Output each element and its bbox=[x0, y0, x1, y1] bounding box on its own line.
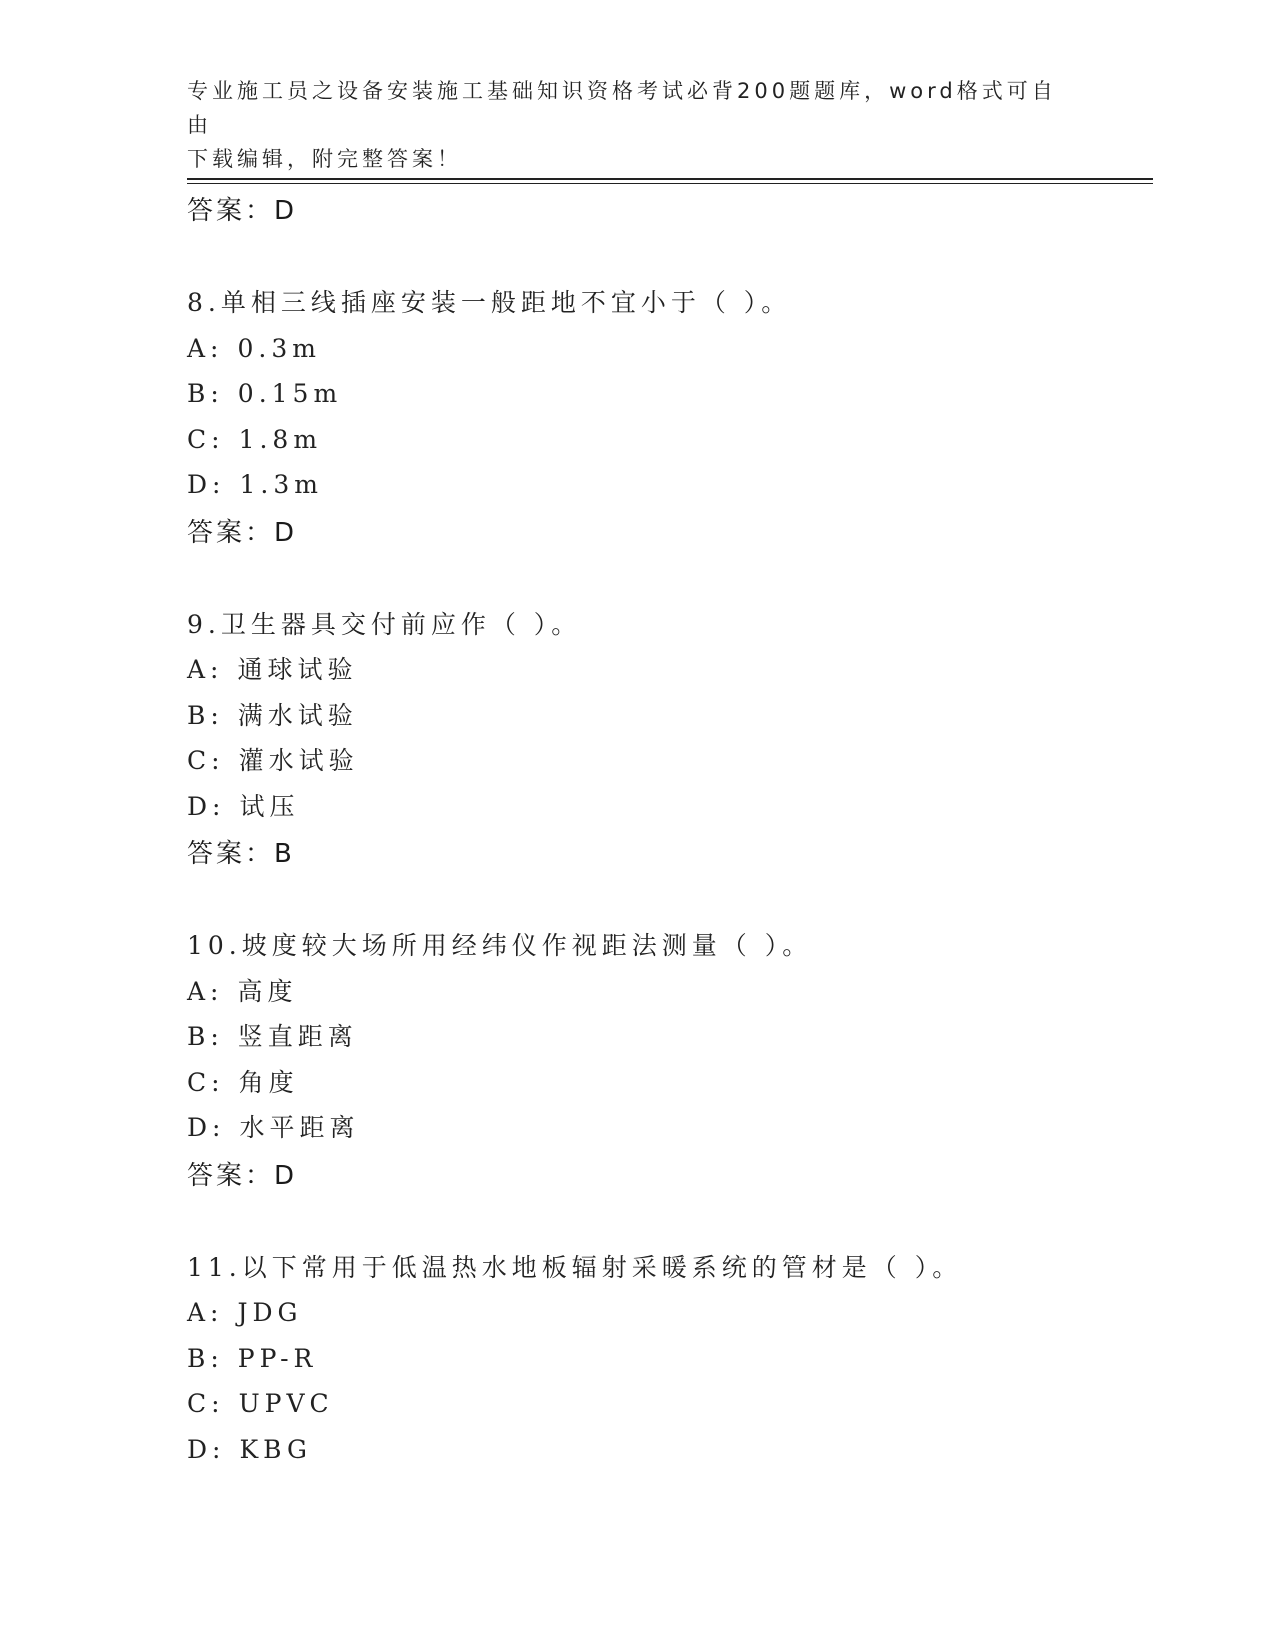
spacer bbox=[187, 1201, 1147, 1245]
option-text: 0.15m bbox=[237, 379, 343, 408]
option-letter: B: bbox=[187, 379, 224, 408]
answer-line: 答案：D bbox=[187, 196, 298, 226]
question-text: 11.以下常用于低温热水地板辐射采暖系统的管材是（ ）。 bbox=[187, 1252, 963, 1282]
option-letter: A: bbox=[187, 333, 224, 363]
answer-line: 答案：B bbox=[187, 839, 295, 869]
option-text: JDG bbox=[237, 1298, 303, 1327]
option-a bbox=[187, 969, 1147, 1015]
option-letter: D: bbox=[187, 1434, 226, 1464]
option-d bbox=[187, 784, 1147, 830]
option-text: 1.3m bbox=[239, 470, 323, 499]
option-letter: B: bbox=[187, 1022, 224, 1051]
option-d bbox=[187, 1427, 1147, 1473]
question-block bbox=[187, 602, 1147, 880]
question-text: 10.坡度较大场所用经纬仪作视距法测量（ ）。 bbox=[187, 931, 813, 960]
header-line-1: 专业施工员之设备安装施工基础知识资格考试必背200题题库，word格式可自由 bbox=[187, 79, 1057, 137]
option-text: UPVC bbox=[238, 1389, 334, 1418]
option-a bbox=[187, 326, 1147, 372]
option-a bbox=[187, 1290, 1147, 1336]
option-text: 0.3m bbox=[237, 333, 321, 363]
answer-line: 答案：D bbox=[187, 517, 298, 548]
option-c bbox=[187, 1381, 1147, 1427]
spacer bbox=[187, 558, 1147, 602]
option-c bbox=[187, 738, 1147, 784]
option-letter: B: bbox=[187, 700, 224, 730]
option-c bbox=[187, 1060, 1147, 1106]
spacer bbox=[187, 879, 1147, 923]
header-rule-thick bbox=[187, 178, 1153, 180]
question-block bbox=[187, 923, 1147, 1201]
header-line-2: 下载编辑，附完整答案！ bbox=[187, 147, 462, 171]
option-text: 竖直距离 bbox=[237, 1022, 358, 1051]
question-text: 9.卫生器具交付前应作（ ）。 bbox=[187, 609, 582, 639]
option-text: 1.8m bbox=[238, 424, 323, 454]
option-letter: C: bbox=[187, 746, 225, 775]
answer-line: 答案：D bbox=[187, 1160, 298, 1191]
option-text: 灌水试验 bbox=[238, 746, 359, 775]
option-text: 试压 bbox=[239, 791, 300, 821]
question-text: 8.单相三线插座安装一般距地不宜小于（ ）。 bbox=[187, 288, 792, 317]
question-list bbox=[187, 186, 1147, 1472]
question-block bbox=[187, 280, 1147, 558]
option-letter: D: bbox=[187, 470, 226, 499]
header-rule-thin bbox=[187, 183, 1153, 184]
option-d bbox=[187, 1105, 1147, 1151]
question-block bbox=[187, 1245, 1147, 1473]
option-text: 水平距离 bbox=[239, 1113, 360, 1142]
option-letter: D: bbox=[187, 791, 226, 821]
option-letter: A: bbox=[187, 976, 224, 1006]
option-a bbox=[187, 647, 1147, 693]
option-text: PP-R bbox=[237, 1343, 318, 1373]
document-header bbox=[187, 74, 1067, 176]
option-b bbox=[187, 693, 1147, 739]
option-letter: A: bbox=[187, 655, 224, 684]
option-b bbox=[187, 1014, 1147, 1060]
option-text: 通球试验 bbox=[237, 655, 358, 684]
option-text: 满水试验 bbox=[237, 700, 358, 730]
option-c bbox=[187, 417, 1147, 463]
option-letter: C: bbox=[187, 1389, 225, 1418]
option-text: 角度 bbox=[238, 1067, 299, 1097]
option-letter: D: bbox=[187, 1113, 226, 1142]
spacer bbox=[187, 236, 1147, 280]
option-b bbox=[187, 1336, 1147, 1382]
option-text: 高度 bbox=[237, 976, 298, 1006]
option-d bbox=[187, 462, 1147, 508]
option-letter: A: bbox=[187, 1298, 224, 1327]
option-letter: B: bbox=[187, 1343, 224, 1373]
option-b bbox=[187, 371, 1147, 417]
option-letter: C: bbox=[187, 1067, 225, 1097]
option-text: KBG bbox=[239, 1434, 312, 1464]
option-letter: C: bbox=[187, 424, 225, 454]
